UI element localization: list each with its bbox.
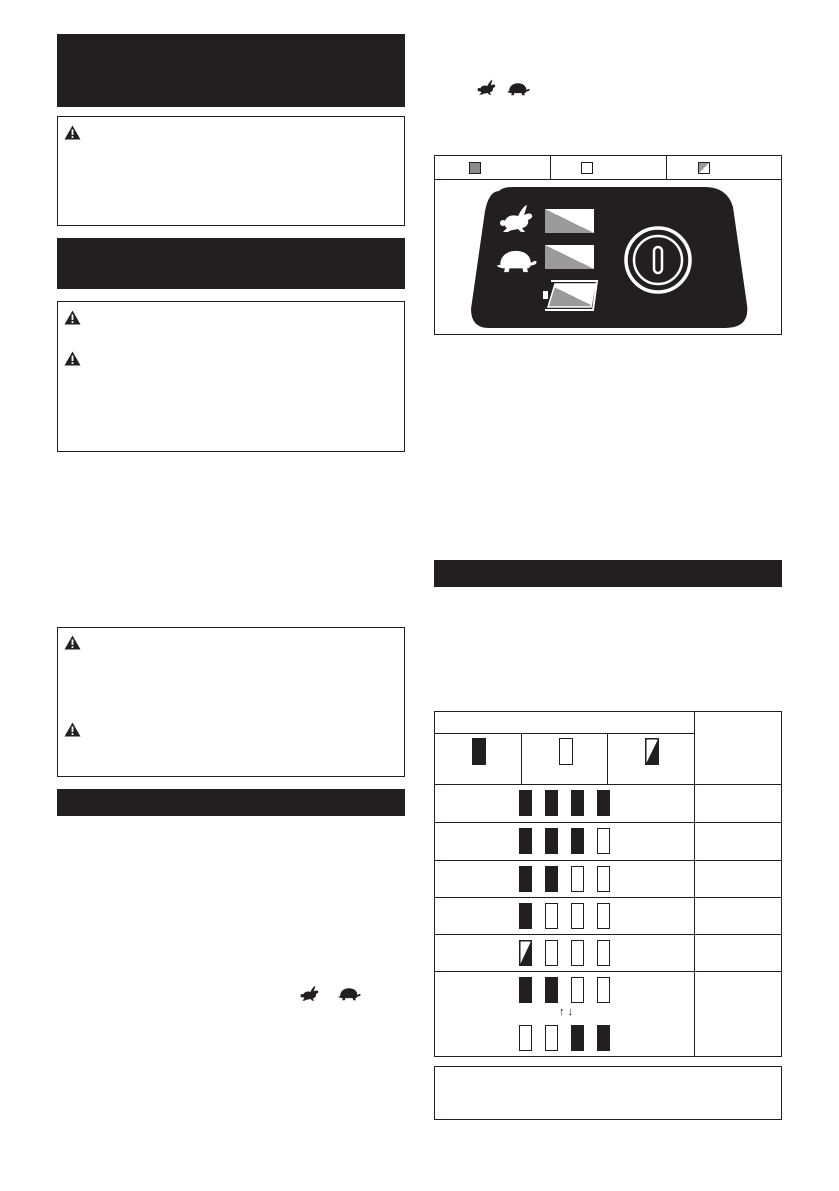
header-lit-symbol [472, 738, 486, 765]
legend-blinking-square [698, 162, 710, 174]
section-banner-2 [57, 238, 405, 289]
alternating-arrows: ↑ ↓ [558, 1006, 574, 1018]
warning-triangle-icon [64, 635, 81, 650]
section-banner-3 [57, 789, 405, 816]
warning-box-3 [57, 627, 405, 777]
header-off-symbol [559, 738, 573, 765]
legend-lit-square [469, 162, 481, 174]
turtle-icon [337, 987, 361, 1001]
header-blinking-symbol [645, 738, 659, 765]
warning-triangle-icon [64, 310, 81, 325]
warning-box-2 [57, 301, 405, 452]
battery-icon [543, 284, 544, 285]
control-panel-figure [434, 155, 782, 335]
rabbit-icon [499, 204, 539, 234]
rabbit-icon [300, 985, 322, 1002]
warning-triangle-icon [64, 722, 81, 737]
section-banner-4 [434, 560, 782, 587]
turtle-icon [493, 249, 539, 273]
rabbit-icon [477, 79, 499, 96]
section-banner-1 [57, 34, 405, 107]
turtle-icon [506, 82, 530, 96]
power-button-icon [655, 256, 656, 257]
warning-triangle-icon [64, 351, 81, 366]
legend-off-square [581, 162, 593, 174]
warning-box-1 [57, 116, 405, 226]
note-box [434, 1066, 782, 1120]
warning-triangle-icon [64, 125, 81, 140]
